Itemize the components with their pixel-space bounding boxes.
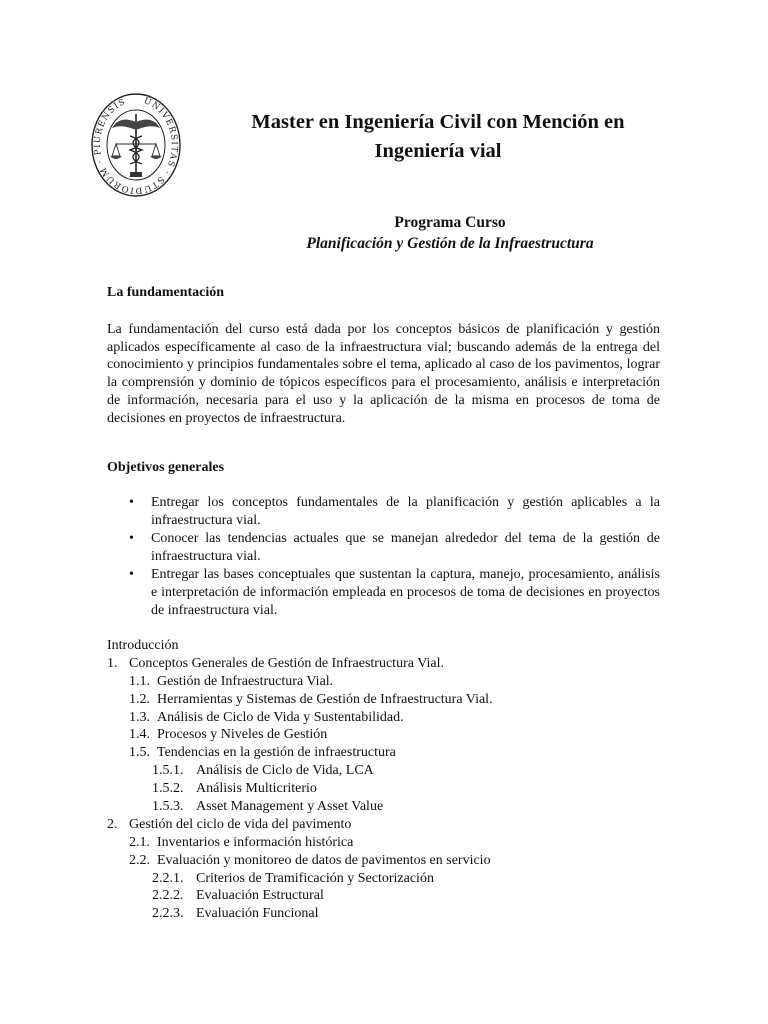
svg-text:UNIVERSITAS · STUDIORUM · PIUR: UNIVERSITAS · STUDIORUM · PIURENSIS (92, 96, 180, 196)
objective-text: Entregar los conceptos fundamentales de la planificación y gestión aplicables a la infraestructura vial. (151, 495, 660, 528)
item-text: Evaluación Estructural (196, 888, 324, 904)
item-text: Conceptos Generales de Gestión de Infraestructura Vial. (129, 655, 444, 671)
item-text: Criterios de Tramificación y Sectorización (196, 870, 434, 886)
list-item (107, 852, 667, 870)
list-item (107, 798, 667, 816)
list-item (107, 566, 660, 620)
list-item (107, 673, 667, 691)
program-label: Programa Curso (394, 214, 506, 231)
item-text: Procesos y Niveles de Gestión (157, 727, 328, 743)
item-text: Tendencias en la gestión de infraestructura (157, 745, 396, 761)
section-heading-objetivos: Objetivos generales (107, 460, 225, 475)
list-item (107, 494, 660, 530)
item-text: Gestión del ciclo de vida del pavimento (129, 816, 352, 832)
item-text: Herramientas y Sistemas de Gestión de Infraestructura Vial. (157, 691, 493, 707)
list-item (107, 780, 667, 798)
item-number: 1.5. (129, 745, 150, 761)
list-item (107, 744, 667, 762)
course-contents (107, 637, 667, 923)
item-text: Asset Management y Asset Value (196, 799, 384, 815)
objective-text: Entregar las bases conceptuales que sustentan la captura, manejo, procesamiento, análisis e interpretación de información empleada en procesos de toma de decisiones en proyectos de infraestructura vial. (151, 567, 660, 618)
course-name: Planificación y Gestión de la Infraestructura (306, 235, 594, 252)
list-item (107, 870, 667, 888)
list-item (107, 709, 667, 727)
item-number: 2.2. (129, 852, 150, 868)
item-number: 1.1. (129, 673, 150, 689)
item-number: 2.2.1. (152, 870, 184, 886)
item-number: 1.5.1. (152, 763, 184, 779)
fundamentacion-paragraph: La fundamentación del curso está dada por los conceptos básicos de planificación y gestión aplicados específicamente al caso de la infraestructura vial; buscando además de la entrega del conocimiento y principios fundamentales sobre el tema, aplicado al caso de los pavimentos, lograr la comprensión y dominio de tópicos específicos para el procesamiento, análisis e interpretación de información, necesaria para el uso y la aplicación de la misma en procesos de toma de decisiones en proyectos de infraestructura. (107, 322, 660, 426)
program-block (200, 212, 700, 254)
item-text: Análisis de Ciclo de Vida y Sustentabilidad. (157, 709, 404, 725)
list-item (107, 530, 660, 566)
bullet-icon: • (129, 567, 134, 582)
item-number: 1.5.2. (152, 781, 184, 797)
item-number: 2.2.2. (152, 888, 184, 904)
university-seal-logo (90, 92, 182, 198)
item-text: Gestión de Infraestructura Vial. (157, 673, 334, 689)
list-item (107, 905, 667, 923)
item-number: 2.2.3. (152, 906, 184, 922)
item-text: Evaluación y monitoreo de datos de pavimentos en servicio (157, 852, 491, 868)
list-item (107, 691, 667, 709)
list-item (107, 762, 667, 780)
section-heading-fundamentacion: La fundamentación (107, 285, 225, 300)
list-item (107, 834, 667, 852)
item-number: 2.1. (129, 834, 150, 850)
item-text: Análisis de Ciclo de Vida, LCA (196, 763, 374, 779)
bullet-icon: • (129, 495, 134, 510)
list-item (107, 726, 667, 744)
item-text: Inventarios e información histórica (157, 834, 354, 850)
list-item (107, 655, 667, 673)
document-title (200, 108, 676, 166)
item-number: 1. (107, 655, 118, 671)
objectives-list (107, 494, 660, 620)
objective-text: Conocer las tendencias actuales que se manejan alrededor del tema de la gestión de infraestructura vial. (151, 531, 660, 564)
contents-intro: Introducción (107, 638, 179, 653)
item-number: 1.4. (129, 727, 150, 743)
item-text: Análisis Multicriterio (196, 781, 317, 797)
bullet-icon: • (129, 531, 134, 546)
item-number: 1.5.3. (152, 799, 184, 815)
item-number: 1.2. (129, 691, 150, 707)
title-line-1: Master en Ingeniería Civil con Mención en (251, 111, 625, 133)
list-item (107, 816, 667, 834)
list-item (107, 887, 667, 905)
item-text: Evaluación Funcional (196, 906, 319, 922)
item-number: 2. (107, 816, 118, 832)
title-line-2: Ingeniería vial (374, 140, 502, 162)
item-number: 1.3. (129, 709, 150, 725)
